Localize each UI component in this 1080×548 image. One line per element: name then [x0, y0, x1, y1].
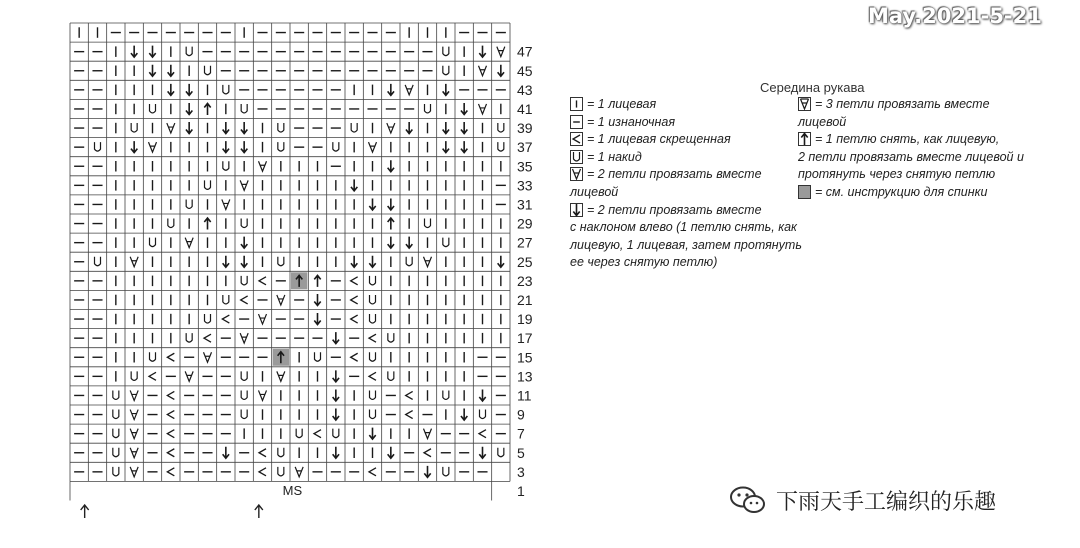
chart-cell	[333, 332, 339, 344]
chart-cell	[186, 84, 192, 96]
chart-cell	[241, 276, 247, 285]
row-number: 7	[517, 425, 525, 442]
chart-cell	[167, 411, 174, 419]
chart-cell	[461, 122, 467, 134]
chart-cell	[388, 371, 394, 380]
chart-cell	[167, 468, 174, 476]
chart-cell	[333, 370, 339, 382]
row-number: 1	[517, 482, 525, 499]
chart-cell	[130, 448, 138, 458]
row-number: 33	[517, 177, 533, 194]
chart-cell	[369, 256, 375, 268]
chart-cell	[369, 372, 376, 380]
chart-cell	[277, 371, 285, 381]
chart-cell	[168, 219, 174, 228]
chart-cell	[498, 448, 504, 457]
chart-cell	[406, 237, 412, 249]
chart-cell	[461, 103, 467, 115]
watermark-text: 下雨天手工编织的乐趣	[776, 489, 997, 515]
chart-cell	[205, 314, 211, 323]
chart-cell	[315, 352, 321, 361]
chart-cell	[480, 410, 486, 419]
chart-cell	[370, 352, 376, 361]
chart-cell	[131, 123, 137, 132]
chart-cell	[259, 390, 267, 400]
chart-cell	[443, 66, 449, 75]
chart-cell	[130, 410, 138, 420]
chart-cell	[259, 468, 266, 476]
row-number: 23	[517, 272, 533, 289]
row-number: 45	[517, 62, 533, 79]
chart-cell	[240, 180, 248, 190]
chart-cell	[388, 198, 394, 210]
legend-symbol-icon	[798, 185, 811, 199]
chart-cell	[425, 219, 431, 228]
chart-cell	[443, 47, 449, 56]
chart-cell	[314, 430, 321, 438]
chart-cell	[223, 141, 229, 153]
watermark	[728, 484, 996, 516]
chart-cell	[113, 390, 119, 399]
legend-item	[798, 131, 1024, 149]
legend-text: = 1 лицевая скрещенная	[587, 132, 731, 147]
chart-cell	[295, 467, 303, 477]
legend-symbol-icon	[570, 167, 583, 181]
chart-cell	[278, 467, 284, 476]
chart-cell	[370, 314, 376, 323]
chart-cell	[351, 296, 358, 304]
chart-cell	[443, 238, 449, 247]
chart-cell	[406, 122, 412, 134]
chart-cell	[167, 449, 174, 457]
chart-cell	[443, 84, 449, 96]
chart-cell	[186, 199, 192, 208]
chart-cell	[388, 160, 394, 172]
chart-cell	[241, 219, 247, 228]
chart-cell	[498, 65, 504, 77]
chart-cell	[259, 314, 267, 324]
chart-cell	[131, 371, 137, 380]
chart-cell	[149, 46, 155, 58]
legend-text-continued: лицевой	[798, 114, 847, 129]
chart-cell	[278, 257, 284, 266]
chart-cell	[424, 257, 432, 267]
chart-cell	[241, 390, 247, 399]
chart-cell	[278, 448, 284, 457]
chart-cell	[443, 141, 449, 153]
chart-cell	[351, 256, 357, 268]
chart-cell	[223, 122, 229, 134]
chart-cell	[241, 371, 247, 380]
chart-cell	[167, 353, 174, 361]
chart-cell	[113, 448, 119, 457]
legend-text: = 3 петли провязать вместе	[815, 97, 990, 111]
legend-text-continued: лицевую, 1 лицевая, затем протянуть	[570, 237, 802, 252]
sleeve-center-title: Середина рукава	[760, 80, 865, 95]
legend-item	[570, 96, 802, 114]
legend-symbol-icon	[570, 203, 583, 217]
row-number: 31	[517, 196, 533, 213]
chart-cell	[351, 315, 358, 323]
legend-text-continued: протянуть через снятую петлю	[798, 167, 996, 182]
legend-text-continued: ее через снятую петлю)	[570, 255, 718, 270]
chart-cell	[479, 46, 485, 58]
chart-cell	[241, 104, 247, 113]
legend-right	[798, 96, 1024, 202]
chart-cell	[130, 429, 138, 439]
chart-cell	[186, 47, 192, 56]
chart-cell	[113, 429, 119, 438]
row-number: 41	[517, 100, 533, 117]
chart-cell	[388, 447, 394, 459]
legend-text: = 2 петли провязать вместе	[587, 167, 762, 182]
chart-cell	[443, 467, 449, 476]
repeat-marker-icon	[255, 505, 263, 518]
chart-cell	[333, 447, 339, 459]
chart-cell	[150, 104, 156, 113]
legend-text-continued: с наклоном влево (1 петлю снять, как	[570, 220, 797, 235]
chart-cell	[223, 256, 229, 268]
chart-cell	[241, 410, 247, 419]
chart-cell	[406, 257, 412, 266]
chart-cell	[479, 104, 487, 114]
chart-cell	[405, 85, 413, 95]
chart-cell	[241, 296, 248, 304]
chart-cell	[223, 447, 229, 459]
legend-symbol-icon	[570, 132, 583, 146]
legend-text: = 1 изнаночная	[587, 114, 676, 129]
legend-item	[570, 202, 802, 220]
chart-cell	[95, 257, 101, 266]
chart-cell	[168, 65, 174, 77]
date-stamp: May.2021-5-21	[868, 4, 1042, 28]
chart-cell	[369, 142, 377, 152]
legend-item	[798, 184, 1024, 202]
chart-cell	[131, 46, 137, 58]
chart-cell	[461, 141, 467, 153]
chart-cell	[461, 409, 467, 421]
chart-cell	[205, 180, 211, 189]
legend-text: = 1 лицевая	[587, 97, 657, 111]
chart-cell	[186, 122, 192, 134]
chart-cell	[479, 430, 486, 438]
chart-cell	[222, 199, 230, 209]
chart-cell	[273, 349, 289, 366]
chart-cell	[130, 390, 138, 400]
chart-cell	[223, 161, 229, 170]
chart-cell	[204, 334, 211, 342]
chart-grid	[70, 23, 510, 481]
chart-cell	[314, 275, 320, 287]
chart-cell	[186, 333, 192, 342]
chart-cell	[498, 142, 504, 151]
chart-cell	[351, 179, 357, 191]
chart-cell	[388, 333, 394, 342]
chart-cell	[204, 218, 210, 230]
chart-cell	[185, 238, 193, 248]
wechat-icon	[728, 484, 768, 516]
chart-cell	[131, 141, 137, 153]
chart-cell	[185, 371, 193, 381]
row-number: 19	[517, 311, 533, 328]
legend-symbol-icon	[798, 97, 811, 111]
chart-cell	[351, 277, 358, 285]
chart-cell	[369, 468, 376, 476]
legend-text: = 1 накид	[587, 149, 642, 164]
row-number: 27	[517, 234, 533, 251]
chart-cell	[241, 141, 247, 153]
row-number: 9	[517, 406, 525, 423]
chart-cell	[259, 277, 266, 285]
legend-symbol-icon	[570, 150, 583, 164]
chart-cell	[370, 276, 376, 285]
chart-cell	[369, 428, 375, 440]
chart-cell	[369, 334, 376, 342]
chart-cell	[149, 65, 155, 77]
chart-cell	[387, 123, 395, 133]
chart-cell	[150, 238, 156, 247]
chart-cell	[113, 467, 119, 476]
chart-cell	[259, 449, 266, 457]
chart-cell	[333, 389, 339, 401]
chart-cell	[277, 295, 285, 305]
chart-cell	[240, 333, 248, 343]
chart-cell	[223, 85, 229, 94]
row-number: 11	[517, 387, 532, 404]
row-number: 43	[517, 81, 533, 98]
chart-cell	[370, 295, 376, 304]
chart-cell	[314, 313, 320, 325]
row-number: 17	[517, 330, 533, 347]
row-number: 5	[517, 444, 525, 461]
chart-cell	[333, 142, 339, 151]
row-number: 47	[517, 43, 533, 60]
chart-cell	[291, 272, 307, 289]
chart-cell	[168, 84, 174, 96]
chart-cell	[241, 237, 247, 249]
legend-symbol-icon	[798, 132, 811, 146]
ms-label: MS	[282, 482, 303, 498]
legend-symbol-icon	[570, 115, 583, 129]
chart-cell	[296, 429, 302, 438]
row-number: 39	[517, 120, 533, 137]
chart-cell	[130, 467, 138, 477]
chart-cell	[333, 409, 339, 421]
row-number: 25	[517, 253, 533, 270]
chart-cell	[424, 429, 432, 439]
chart-cell	[388, 218, 394, 230]
chart-cell	[149, 372, 156, 380]
row-number: 15	[517, 349, 533, 366]
chart-cell	[167, 430, 174, 438]
chart-cell	[479, 66, 487, 76]
chart-cell	[130, 257, 138, 267]
chart-cell	[424, 449, 431, 457]
chart-cell	[406, 391, 413, 399]
row-number: 21	[517, 291, 533, 308]
chart-cell	[425, 104, 431, 113]
chart-cell	[95, 142, 101, 151]
chart-cell	[370, 390, 376, 399]
row-number: 29	[517, 215, 533, 232]
legend-item	[570, 131, 802, 149]
chart-cell	[150, 352, 156, 361]
chart-cell	[259, 161, 267, 171]
chart-cell	[424, 466, 430, 478]
chart-cell	[479, 389, 485, 401]
row-number: 37	[517, 139, 533, 156]
chart-cell	[351, 353, 358, 361]
legend-item	[798, 96, 1024, 114]
chart-cell	[314, 294, 320, 306]
chart-cell	[223, 295, 229, 304]
chart-cell	[369, 198, 375, 210]
chart-cell	[388, 84, 394, 96]
legend-left	[570, 96, 802, 272]
legend-text-continued: 2 петли провязать вместе лицевой и	[798, 149, 1024, 164]
chart-cell	[498, 256, 504, 268]
chart-cell	[186, 103, 192, 115]
chart-cell	[333, 429, 339, 438]
chart-cell	[497, 47, 505, 57]
chart-cell	[443, 390, 449, 399]
chart-cell	[278, 142, 284, 151]
legend-item	[570, 149, 802, 167]
repeat-marker-icon	[81, 505, 89, 518]
legend-item	[570, 114, 802, 132]
chart-cell	[388, 237, 394, 249]
chart-cell	[479, 447, 485, 459]
chart-cell	[351, 123, 357, 132]
chart-cell	[149, 142, 157, 152]
chart-cell	[241, 256, 247, 268]
chart-cell	[222, 315, 229, 323]
chart-cell	[278, 123, 284, 132]
chart-cell	[406, 411, 413, 419]
legend-text-continued: лицевой	[570, 184, 619, 199]
chart-cell	[443, 122, 449, 134]
chart-cell	[204, 352, 212, 362]
legend-text: = 2 петли провязать вместе	[587, 202, 762, 217]
chart-cell	[241, 122, 247, 134]
legend-symbol-icon	[570, 97, 583, 111]
legend-text: = см. инструкцию для спинки	[815, 184, 988, 199]
legend-text: = 1 петлю снять, как лицевую,	[815, 132, 1000, 147]
chart-cell	[204, 103, 210, 115]
row-number: 13	[517, 368, 533, 385]
chart-cell	[167, 123, 175, 133]
row-number: 35	[517, 158, 533, 175]
row-number: 3	[517, 463, 525, 480]
legend-item	[570, 166, 802, 184]
chart-cell	[113, 410, 119, 419]
chart-cell	[167, 391, 174, 399]
chart-cell	[370, 410, 376, 419]
chart-cell	[205, 66, 211, 75]
chart-cell	[498, 123, 504, 132]
